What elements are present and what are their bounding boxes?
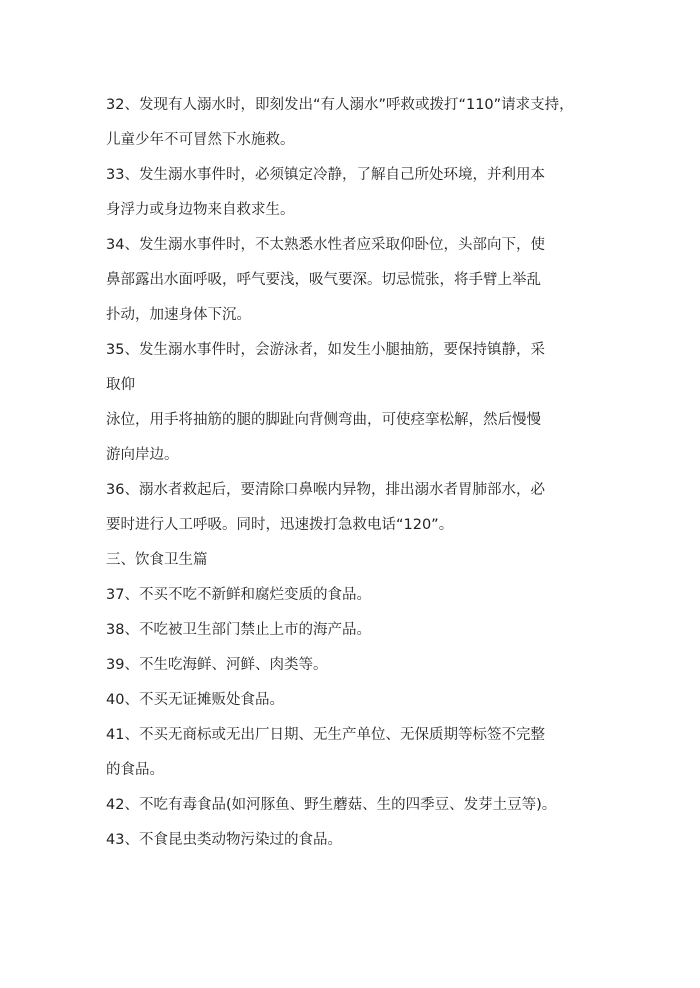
text-line: 泳位，用手将抽筋的腿的脚趾向背侧弯曲，可使痉挛松解，然后慢慢 — [106, 412, 541, 428]
text-line: 要时进行人工呼吸。同时，迅速拨打急救电话“120”。 — [106, 517, 454, 533]
text-line: 40、不买无证摊贩处食品。 — [106, 692, 284, 708]
text-line: 的食品。 — [106, 762, 164, 778]
text-line: 扑动，加速身体下沉。 — [106, 307, 251, 323]
text-line: 34、发生溺水事件时，不太熟悉水性者应采取仰卧位，头部向下，使 — [106, 237, 545, 253]
text-line: 35、发生溺水事件时，会游泳者，如发生小腿抽筋，要保持镇静，采 — [106, 342, 545, 358]
text-line: 32、发现有人溺水时，即刻发出“有人溺水”呼救或拨打“110”请求支持， — [106, 97, 574, 113]
text-line: 37、不买不吃不新鲜和腐烂变质的食品。 — [106, 587, 371, 603]
text-line: 36、溺水者救起后，要清除口鼻喉内异物，排出溺水者胃肺部水，必 — [106, 482, 545, 498]
text-line: 38、不吃被卫生部门禁止上市的海产品。 — [106, 622, 371, 638]
text-line: 取仰 — [106, 377, 135, 393]
text-line: 33、发生溺水事件时，必须镇定冷静，了解自己所处环境，并利用本 — [106, 167, 545, 183]
text-line: 41、不买无商标或无出厂日期、无生产单位、无保质期等标签不完整 — [106, 727, 545, 743]
document-body — [106, 88, 604, 858]
text-line: 鼻部露出水面呼吸，呼气要浅，吸气要深。切忌慌张，将手臂上举乱 — [106, 272, 541, 288]
text-line: 42、不吃有毒食品(如河豚鱼、野生蘑菇、生的四季豆、发芽土豆等)。 — [106, 797, 557, 813]
text-line: 儿童少年不可冒然下水施救。 — [106, 132, 295, 148]
text-line: 43、不食昆虫类动物污染过的食品。 — [106, 832, 342, 848]
text-line: 游向岸边。 — [106, 447, 179, 463]
text-line: 39、不生吃海鲜、河鲜、肉类等。 — [106, 657, 328, 673]
text-line: 身浮力或身边物来自救求生。 — [106, 202, 295, 218]
section-heading: 三、饮食卫生篇 — [106, 552, 208, 568]
